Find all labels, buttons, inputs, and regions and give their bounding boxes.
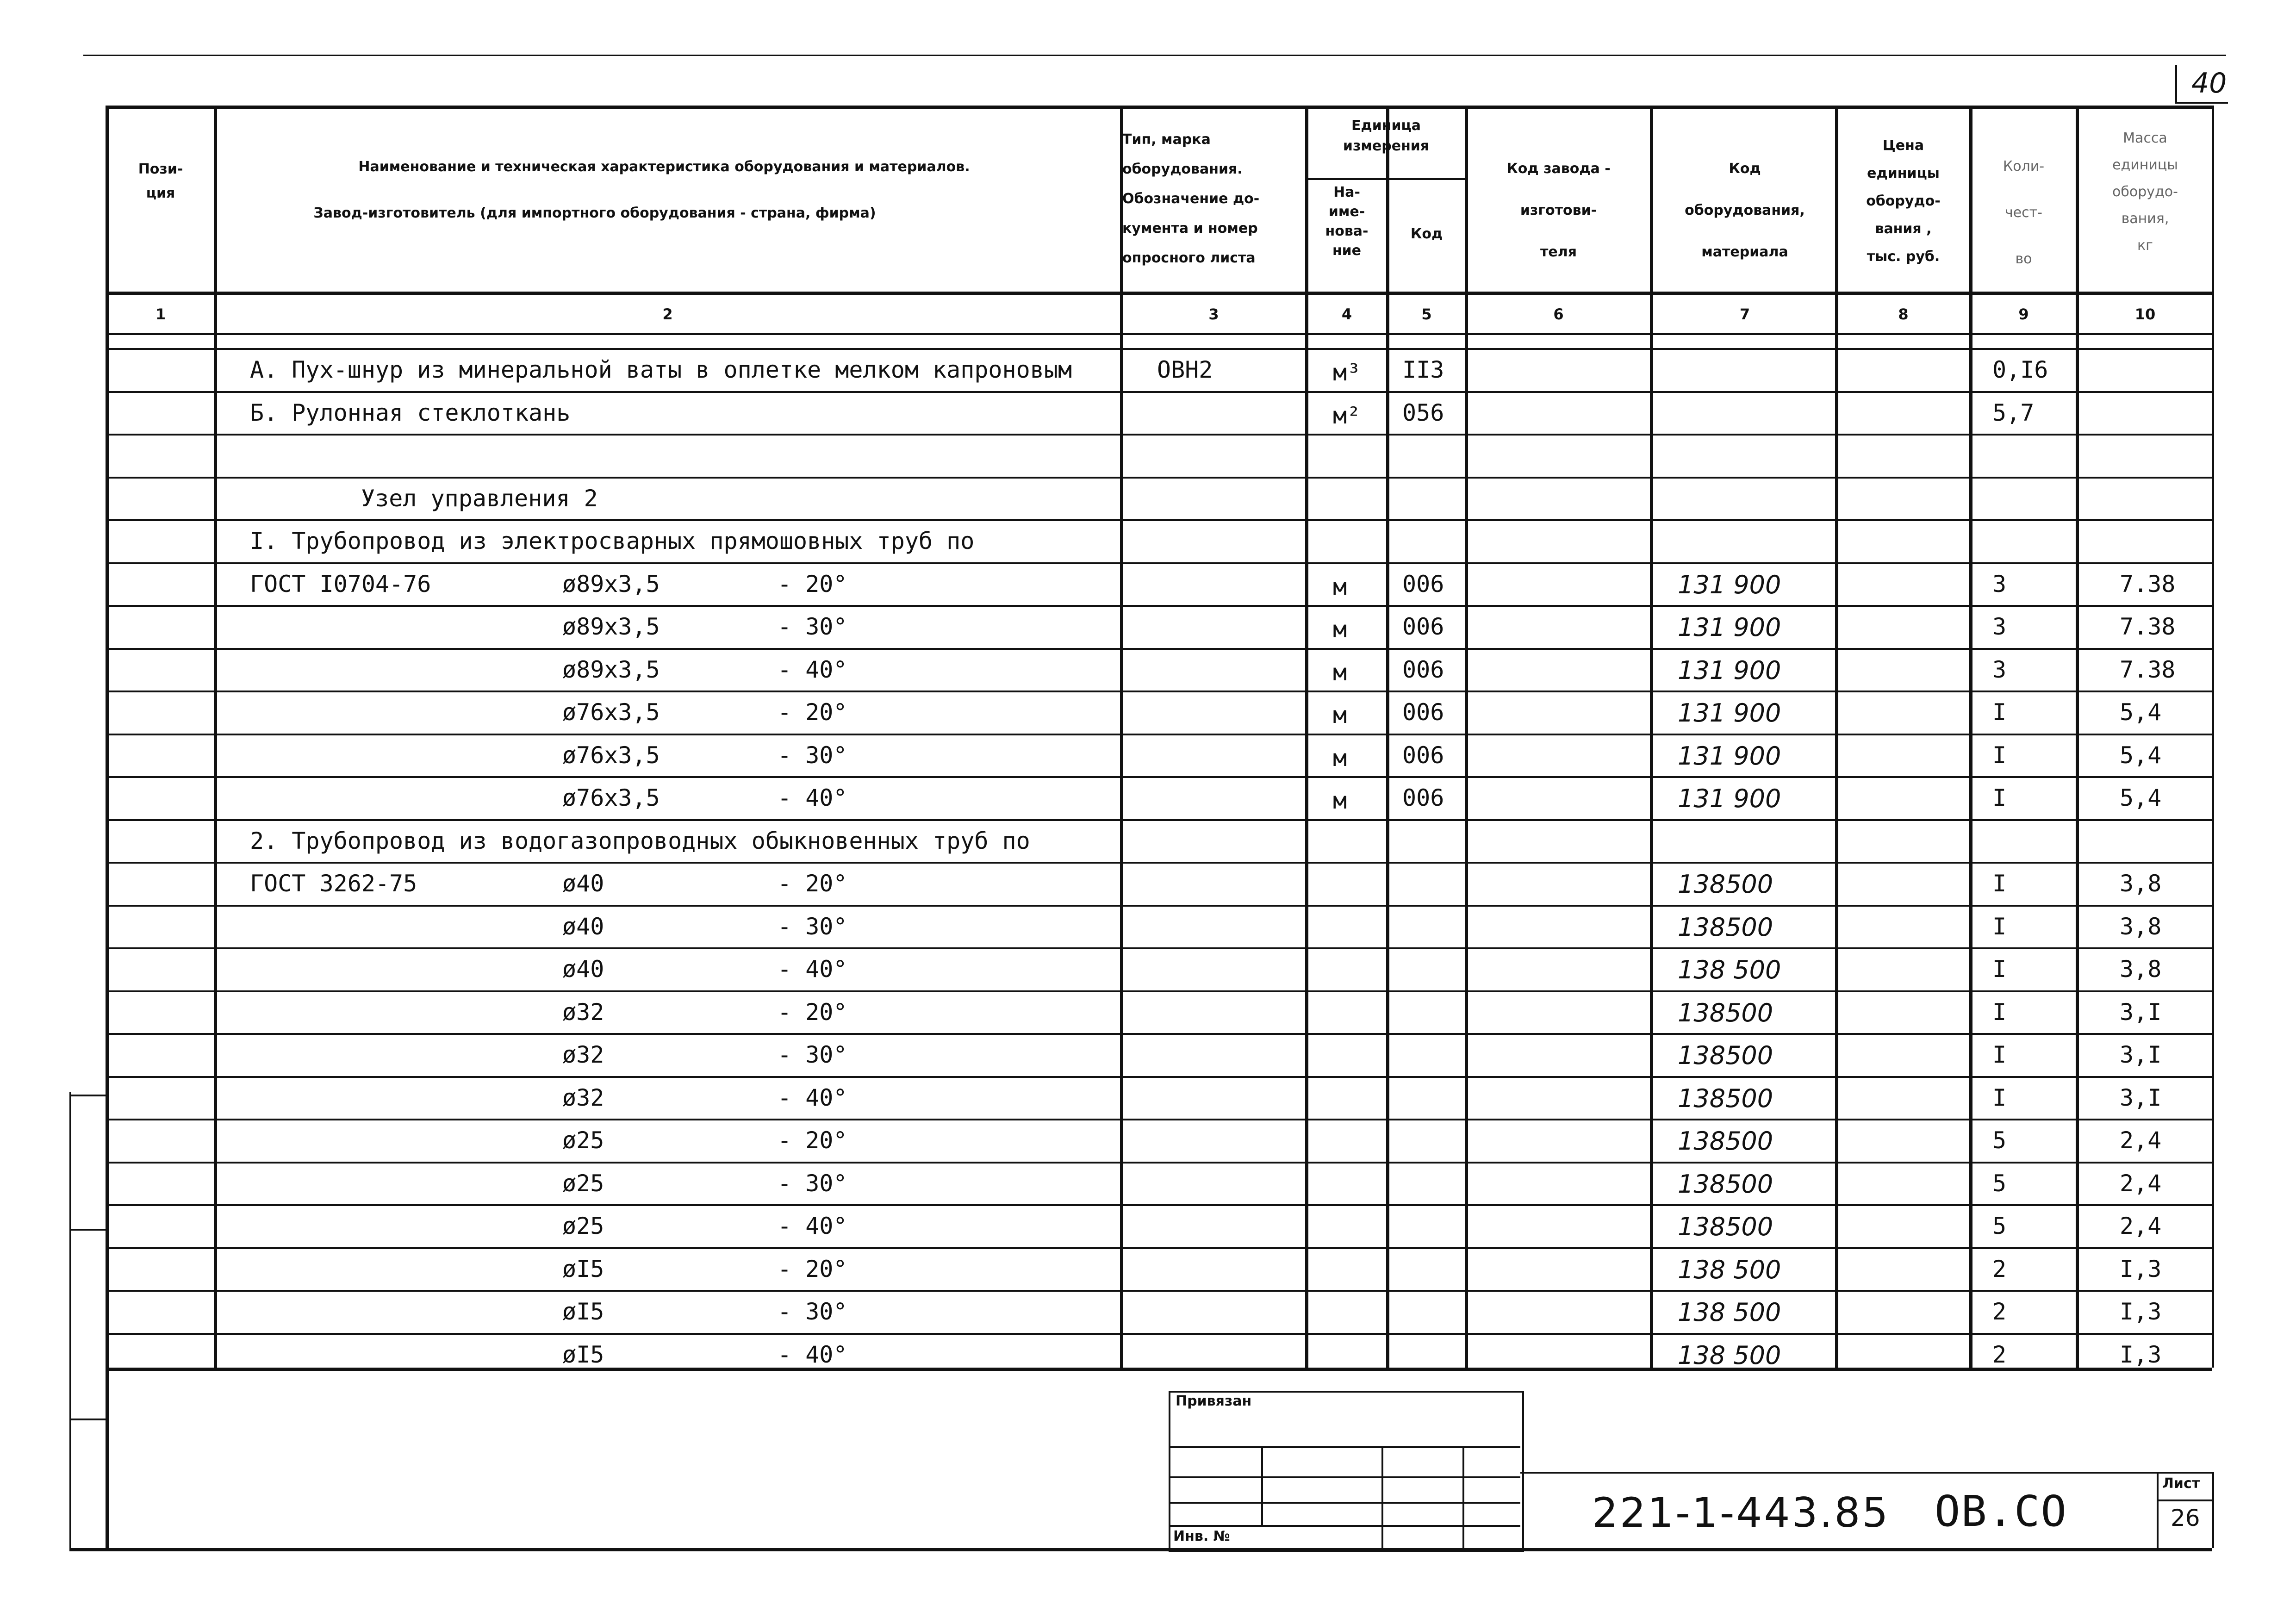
row-unit: м (1333, 787, 1347, 814)
row-temperature: - 20° (778, 1127, 847, 1154)
row-diameter: ø40 (562, 870, 604, 897)
row-equipment-code: 131 900 (1678, 698, 1781, 728)
row-temperature: - 30° (778, 613, 847, 640)
row-divider (106, 477, 2212, 479)
row-divider (106, 648, 2212, 650)
stamp-right-top (1520, 1472, 2212, 1474)
page-corner-number: 40 (2191, 67, 2227, 100)
row-equipment-code: 131 900 (1678, 613, 1781, 642)
row-equipment-code: 138500 (1678, 1126, 1773, 1156)
row-diameter: ø32 (562, 1084, 604, 1111)
binding-tick-3 (69, 1419, 106, 1420)
row-equipment-code: 138500 (1678, 870, 1773, 899)
document-code: 221-1-443.85 (1592, 1489, 1890, 1537)
binding-tick-2 (69, 1229, 106, 1231)
row-divider (106, 1247, 2212, 1249)
row-divider (106, 1033, 2212, 1035)
col-number-6: 6 (1553, 305, 1564, 323)
row-mass: 7.38 (2120, 656, 2176, 683)
table-right-border (2212, 106, 2214, 1368)
row-temperature: - 20° (778, 699, 847, 726)
row-equipment-code: 138 500 (1678, 1298, 1781, 1327)
row-divider (106, 947, 2212, 949)
row-diameter: ø89x3,5 (562, 656, 660, 683)
column-divider-9 (2076, 106, 2079, 1368)
row-temperature: - 30° (778, 1041, 847, 1068)
col-number-10: 10 (2134, 305, 2156, 323)
header-type: Тип, марка оборудования. Обозначение до- кумента и номер опросного листа (1122, 131, 1260, 266)
row-mass: 2,4 (2120, 1127, 2162, 1154)
row-divider (106, 562, 2212, 564)
row-standard: ГОСТ I0704-76 (250, 571, 431, 597)
row-diameter: ø40 (562, 956, 604, 983)
stamp-vline-2 (1381, 1446, 1383, 1548)
row-divider (106, 691, 2212, 692)
row-unit-code: 006 (1402, 699, 1444, 726)
row-type: ОВН2 (1157, 356, 1213, 383)
table-top-border (106, 106, 2212, 109)
row-diameter: øI5 (562, 1298, 604, 1325)
col-number-1: 1 (155, 305, 166, 323)
row-equipment-code: 138 500 (1678, 1255, 1781, 1284)
header-equipment-code: Код оборудования, материала (1685, 161, 1805, 260)
row-divider (106, 391, 2212, 393)
column-divider-8 (1969, 106, 1972, 1368)
row-mass: I,3 (2120, 1298, 2162, 1325)
row-mass: 3,8 (2120, 956, 2162, 983)
row-divider (106, 990, 2212, 992)
row-name: Узел управления 2 (361, 485, 598, 512)
row-equipment-code: 138500 (1678, 1084, 1773, 1113)
row-name: 2. Трубопровод из водогазопроводных обыкновенных труб по (250, 828, 1030, 854)
row-divider (106, 434, 2212, 436)
row-divider (106, 734, 2212, 735)
sheet-label: Лист (2162, 1475, 2200, 1492)
row-equipment-code: 131 900 (1678, 741, 1781, 771)
row-name: Б. Рулонная стеклоткань (250, 399, 571, 426)
row-equipment-code: 138 500 (1678, 1341, 1781, 1370)
row-divider (106, 1119, 2212, 1120)
row-unit: м³ (1333, 359, 1361, 386)
column-divider-7 (1835, 106, 1838, 1368)
row-unit-code: 006 (1402, 571, 1444, 597)
row-diameter: ø40 (562, 913, 604, 940)
row-mass: 3,8 (2120, 870, 2162, 897)
row-diameter: ø32 (562, 1041, 604, 1068)
row-quantity: I (1992, 699, 2007, 726)
col-number-2: 2 (662, 305, 673, 323)
row-quantity: 3 (1992, 613, 2007, 640)
row-temperature: - 30° (778, 1298, 847, 1325)
col-number-7: 7 (1739, 305, 1750, 323)
row-diameter: ø76x3,5 (562, 742, 660, 769)
row-unit-code: 006 (1402, 656, 1444, 683)
stamp-line-2 (1169, 1476, 1520, 1478)
column-divider-3 (1305, 106, 1308, 1368)
row-mass: 5,4 (2120, 699, 2162, 726)
row-quantity: I (1992, 956, 2007, 983)
row-diameter: ø25 (562, 1127, 604, 1154)
row-quantity: 2 (1992, 1256, 2007, 1282)
row-unit-code: 006 (1402, 742, 1444, 769)
row-temperature: - 20° (778, 870, 847, 897)
document-suffix: ОВ.СО (1935, 1487, 2067, 1536)
row-temperature: - 40° (778, 956, 847, 983)
row-quantity: 0,I6 (1992, 356, 2048, 383)
row-unit-code: II3 (1402, 356, 1444, 383)
row-equipment-code: 138500 (1678, 1212, 1773, 1241)
row-diameter: ø89x3,5 (562, 571, 660, 597)
row-temperature: - 30° (778, 742, 847, 769)
row-mass: 2,4 (2120, 1170, 2162, 1197)
row-divider (106, 1204, 2212, 1206)
row-unit: м (1333, 745, 1347, 772)
row-divider (106, 605, 2212, 607)
row-unit-code: 056 (1402, 399, 1444, 426)
header-mass: Масса единицы оборудо- вания, кг (2112, 130, 2178, 254)
column-divider-2 (1120, 106, 1123, 1368)
header-bottom-border (106, 292, 2212, 295)
stamp-line-1 (1169, 1446, 1520, 1448)
row-unit-code: 006 (1402, 613, 1444, 640)
row-quantity: 5 (1992, 1170, 2007, 1197)
header-name-line2: Завод-изготовитель (для импортного оборудования - страна, фирма) (313, 205, 876, 221)
header-quantity: Коли- чест- во (2003, 158, 2045, 267)
row-diameter: ø76x3,5 (562, 699, 660, 726)
sheet-bottom-border (69, 1548, 2212, 1551)
row-quantity: I (1992, 1041, 2007, 1068)
header-unit-code: Код (1410, 226, 1443, 242)
row-temperature: - 40° (778, 1084, 847, 1111)
row-unit-code: 006 (1402, 784, 1444, 811)
row-quantity: I (1992, 913, 2007, 940)
row-temperature: - 20° (778, 571, 847, 597)
col-number-3: 3 (1208, 305, 1219, 323)
row-unit: м (1333, 659, 1347, 686)
col-number-5: 5 (1421, 305, 1432, 323)
row-quantity: I (1992, 1084, 2007, 1111)
col-number-9: 9 (2018, 305, 2029, 323)
row-temperature: - 20° (778, 1256, 847, 1282)
row-mass: 3,8 (2120, 913, 2162, 940)
sheet-box-line (2157, 1500, 2212, 1501)
row-mass: 5,4 (2120, 784, 2162, 811)
row-temperature: - 40° (778, 1341, 847, 1368)
row-diameter: øI5 (562, 1256, 604, 1282)
row-diameter: ø76x3,5 (562, 784, 660, 811)
row-diameter: ø89x3,5 (562, 613, 660, 640)
row-standard: ГОСТ 3262-75 (250, 870, 417, 897)
stamp-line-3 (1169, 1502, 1520, 1504)
row-divider (106, 1162, 2212, 1164)
row-equipment-code: 131 900 (1678, 784, 1781, 813)
row-mass: 2,4 (2120, 1213, 2162, 1239)
row-diameter: ø25 (562, 1213, 604, 1239)
row-unit: м (1333, 702, 1347, 728)
row-unit: м (1333, 573, 1347, 600)
header-name-line1: Наименование и техническая характеристика оборудования и материалов. (358, 159, 970, 175)
header-unit-group: Единица измерения (1343, 118, 1430, 154)
row-temperature: - 20° (778, 999, 847, 1026)
table-body-bottom (106, 1368, 2212, 1371)
sheet-number: 26 (2171, 1505, 2200, 1531)
numbers-row-bottom (106, 333, 2212, 335)
row-mass: I,3 (2120, 1341, 2162, 1368)
column-divider-6 (1650, 106, 1653, 1368)
column-divider-1 (214, 106, 217, 1368)
header-position: Пози- ция (138, 161, 183, 201)
row-quantity: 2 (1992, 1341, 2007, 1368)
row-divider (106, 862, 2212, 864)
row-quantity: 3 (1992, 571, 2007, 597)
row-divider (106, 519, 2212, 521)
row-equipment-code: 138500 (1678, 1041, 1773, 1070)
row-name: I. Трубопровод из электросварных прямошовных труб по (250, 528, 975, 554)
row-diameter: øI5 (562, 1341, 604, 1368)
stamp-vline-3 (1462, 1446, 1464, 1548)
row-quantity: 3 (1992, 656, 2007, 683)
row-temperature: - 40° (778, 656, 847, 683)
row-diameter: ø32 (562, 999, 604, 1026)
stamp-privyazan-label: Привязан (1176, 1393, 1252, 1409)
row-divider (106, 348, 2212, 350)
row-divider (106, 819, 2212, 821)
row-mass: I,3 (2120, 1256, 2162, 1282)
left-binding-line (69, 1092, 71, 1550)
row-quantity: I (1992, 742, 2007, 769)
row-equipment-code: 138500 (1678, 998, 1773, 1027)
row-temperature: - 30° (778, 1170, 847, 1197)
col-number-8: 8 (1898, 305, 1909, 323)
row-mass: 3,I (2120, 999, 2162, 1026)
header-unit-name: На- име- нова- ние (1325, 184, 1369, 259)
unit-group-divider (1305, 178, 1465, 180)
row-mass: 7.38 (2120, 613, 2176, 640)
stamp-vline-1 (1261, 1446, 1263, 1525)
row-quantity: 5 (1992, 1127, 2007, 1154)
col-number-4: 4 (1341, 305, 1352, 323)
row-mass: 3,I (2120, 1041, 2162, 1068)
row-divider (106, 1076, 2212, 1078)
row-quantity: 5,7 (1992, 399, 2035, 426)
row-mass: 7.38 (2120, 571, 2176, 597)
binding-tick-1 (69, 1095, 106, 1096)
row-quantity: I (1992, 870, 2007, 897)
row-quantity: 2 (1992, 1298, 2007, 1325)
row-name: А. Пух-шнур из минеральной ваты в оплетке мелком капроновым (250, 356, 1072, 383)
row-divider (106, 905, 2212, 907)
header-price: Цена единицы оборудо- вания , тыс. руб. (1866, 137, 1941, 265)
header-factory-code: Код завода - изготови- теля (1506, 161, 1611, 260)
row-temperature: - 30° (778, 913, 847, 940)
row-divider (106, 1333, 2212, 1335)
stamp-line-4 (1169, 1525, 1520, 1527)
top-rule (83, 55, 2226, 56)
row-equipment-code: 131 900 (1678, 570, 1781, 599)
row-equipment-code: 138500 (1678, 913, 1773, 942)
row-equipment-code: 138500 (1678, 1170, 1773, 1199)
row-unit: м² (1333, 402, 1361, 429)
row-diameter: ø25 (562, 1170, 604, 1197)
row-mass: 5,4 (2120, 742, 2162, 769)
row-temperature: - 40° (778, 784, 847, 811)
row-quantity: 5 (1992, 1213, 2007, 1239)
row-quantity: I (1992, 999, 2007, 1026)
stamp-privyazan-box (1169, 1391, 1524, 1552)
row-equipment-code: 131 900 (1678, 656, 1781, 685)
stamp-inv-label: Инв. № (1173, 1528, 1230, 1544)
row-equipment-code: 138 500 (1678, 955, 1781, 984)
row-divider (106, 776, 2212, 778)
row-mass: 3,I (2120, 1084, 2162, 1111)
row-divider (106, 1290, 2212, 1292)
row-quantity: I (1992, 784, 2007, 811)
column-divider-5 (1465, 106, 1468, 1368)
row-temperature: - 40° (778, 1213, 847, 1239)
column-divider-4 (1386, 106, 1389, 1368)
row-unit: м (1333, 616, 1347, 643)
